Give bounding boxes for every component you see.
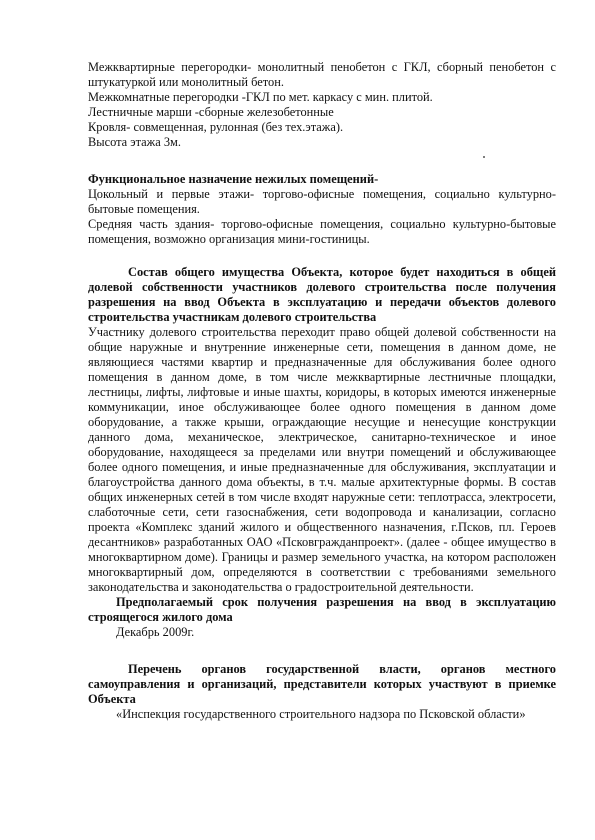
document-body — [88, 60, 556, 722]
construction-line-floor-height: Высота этажа 3м. — [88, 135, 181, 149]
authorities-heading: Перечень органов государственной власти, органов местного самоуправления и организаций, представители которых участвуют в приемке Объекта — [88, 662, 556, 706]
spacer — [88, 247, 556, 265]
common-property-heading: Состав общего имущества Объекта, которое будет находиться в общей долевой собственности участников долевого строительства после получения разрешения на ввод Объекта в эксплуатацию и передачи объектов долевого строительства участникам долевого строительства — [88, 265, 556, 324]
common-property-body: Участнику долевого строительства переходит право общей долевой собственности на общие наружные и внутренние инженерные сети, помещения в данном доме, не являющиеся частями квартир и предназначенные для обслуживания более одного помещения в данном доме, в том числе межквартирные лестничные площадки, лестницы, лифты, лифтовые и иные шахты, коридоры, в которых имеются инженерные коммуникации, иное обслуживающее более одного помещения в данном доме оборудование, а также крыши, ограждающие несущие и ненесущие конструкции данного дома, механическое, электрическое, санитарно-техническое и иное оборудование, находящееся за пределами или внутри помещений и обслуживающее более одного помещения, и иные предназначенные для обслуживания, эксплуатации и благоустройства данного дома объекты, в т.ч. малые архитектурные формы. В состав общих инженерных сетей в том числе входят наружные сети: теплотрасса, электросети, слаботочные сети, сети газоснабжения, сети водопровода и канализации, согласно проекта «Комплекс зданий жилого и общественного назначения, г.Псков, пл. Героев десантников» разработанных ОАО «Псковгражданпроект». (далее - общее имущество в многоквартирном доме). Границы и размер земельного участка, на котором расположен многоквартирный дом, определяются в соответствии с требованиями земельного законодательства и законодательства о градостроительной деятельности. — [88, 325, 556, 594]
permit-heading: Предполагаемый срок получения разрешения на ввод в эксплуатацию строящегося жилого дома — [88, 595, 556, 624]
construction-line-partitions-inter-room: Межкомнатные перегородки -ГКЛ по мет. каркасу с мин. плитой. — [88, 90, 433, 104]
spacer — [88, 150, 556, 172]
construction-line-stairs: Лестничные марши -сборные железобетонные — [88, 105, 334, 119]
functional-para-basement: Цокольный и первые этажи- торгово-офисные помещения, социально культурно-бытовые помещения. — [88, 187, 556, 216]
functional-para-middle: Средняя часть здания- торгово-офисные помещения, социально культурно-бытовые помещения, возможно организация мини-гостиницы. — [88, 217, 556, 246]
construction-line-roof: Кровля- совмещенная, рулонная (без тех.этажа). — [88, 120, 344, 134]
permit-date: Декабрь 2009г. — [116, 625, 195, 639]
authorities-item-inspection: «Инспекция государственного строительного надзора по Псковской области» — [116, 707, 526, 721]
construction-line-partitions-inter-apartment: Межквартирные перегородки- монолитный пенобетон с ГКЛ, сборный пенобетон с штукатуркой или монолитный бетон. — [88, 60, 556, 89]
scan-speck — [483, 156, 485, 158]
spacer — [88, 640, 556, 662]
functional-heading: Функциональное назначение нежилых помещений- — [88, 172, 379, 186]
